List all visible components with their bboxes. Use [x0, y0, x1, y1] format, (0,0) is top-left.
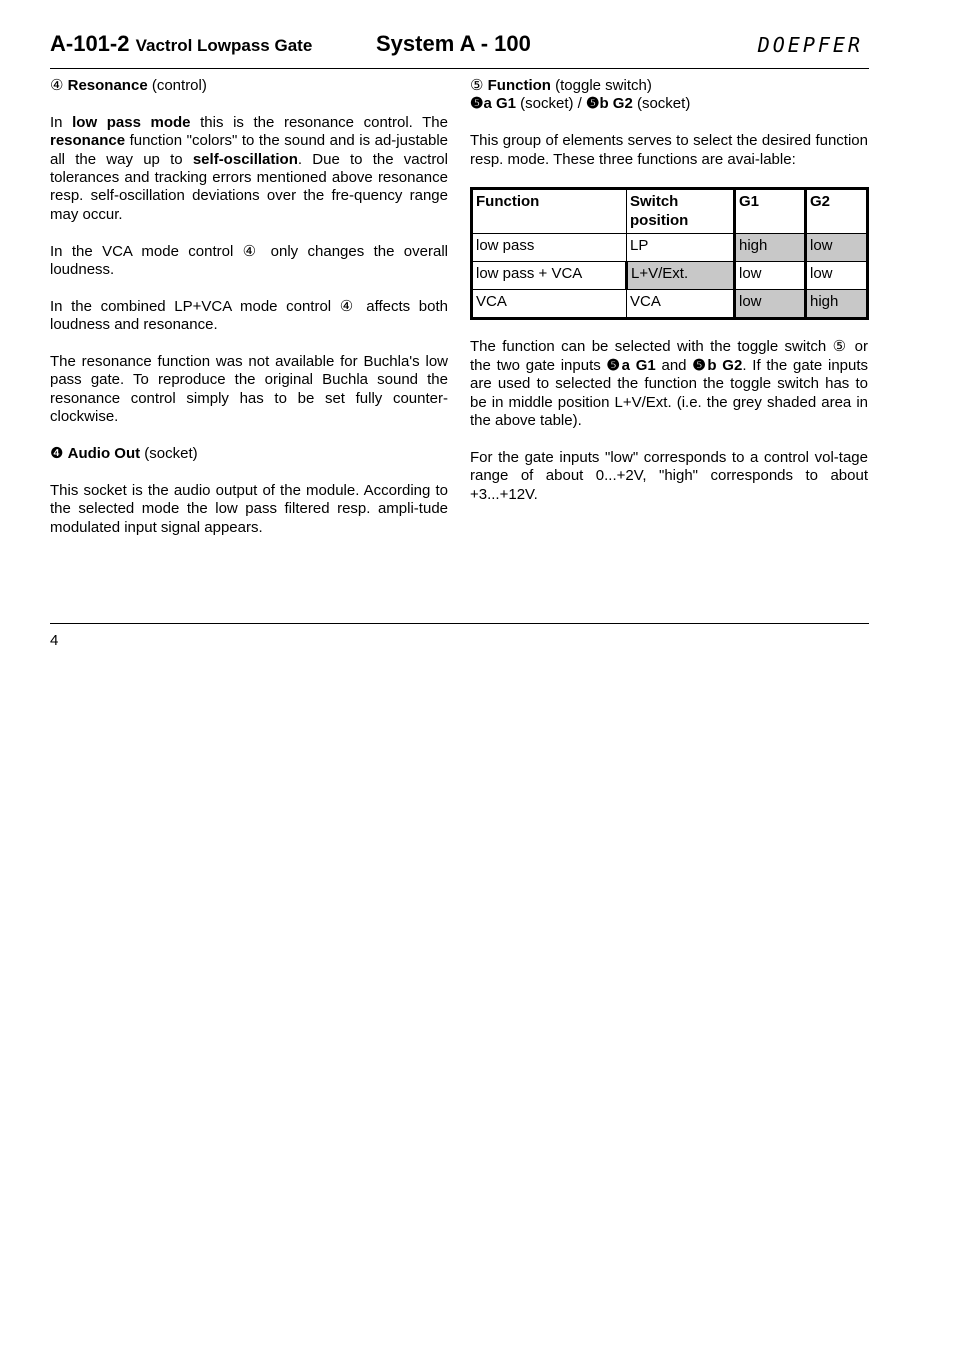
table-row — [472, 234, 868, 262]
table-cell: LP — [627, 234, 735, 262]
table-cell: high — [806, 290, 868, 319]
buchla-paragraph: The resonance function was not available for Buchla's low pass gate. To reproduce the original Buchla sound the resonance control simply has to be set fully counter-clockwise. — [50, 353, 448, 426]
socket-5a-label: ❺a G1 — [470, 95, 516, 113]
table-cell: high — [735, 234, 806, 262]
table-header-cell: G1 — [735, 189, 806, 234]
table-row — [472, 290, 868, 319]
table-header-cell: Switch position — [627, 189, 735, 234]
function-intro-paragraph: This group of elements serves to select the desired function resp. mode. These three functions are avai-lable: — [470, 132, 868, 168]
right-column — [470, 77, 868, 522]
page-header — [50, 28, 869, 69]
table-header-row — [472, 189, 868, 234]
table-header-cell: G2 — [806, 189, 868, 234]
gate-voltage-paragraph: For the gate inputs "low" corresponds to a control vol-tage range of about 0...+2V, "high" corresponds to about +3...+12V. — [470, 448, 868, 503]
lp-vca-mode-paragraph: In the combined LP+VCA mode control ④ affects both loudness and resonance. — [50, 297, 448, 334]
vca-mode-paragraph: In the VCA mode control ④ only changes the overall loudness. — [50, 242, 448, 279]
function-table — [470, 187, 869, 320]
table-cell: VCA — [627, 290, 735, 319]
left-column — [50, 77, 448, 555]
table-cell: low pass + VCA — [472, 262, 627, 290]
footer-divider — [50, 623, 869, 624]
module-subtitle: Vactrol Lowpass Gate — [135, 36, 313, 55]
page-number: 4 — [50, 632, 59, 649]
socket-5b-label: ❺b G2 — [586, 95, 633, 113]
audio-out-paragraph: This socket is the audio output of the module. According to the selected mode the low pass filtered resp. ampli-tude modulated input signal appears. — [50, 481, 448, 536]
table-header-cell: Function — [472, 189, 627, 234]
table-cell: low — [806, 262, 868, 290]
table-cell: L+V/Ext. — [627, 262, 735, 290]
module-model: A-101-2 — [50, 31, 130, 56]
resonance-paragraph: In low pass mode this is the resonance control. The resonance function "colors" to the sound and is ad-justable all the way up to self-oscillation. Due to the vactrol tolerances and tracking errors mentioned above resonance resp. self-oscillation deviations over the fre-quency range may occur. — [50, 113, 448, 223]
table-row — [472, 262, 868, 290]
resonance-heading: ④ Resonance (control) — [50, 77, 207, 94]
control-number-4-icon: ④ — [50, 77, 64, 94]
table-cell: VCA — [472, 290, 627, 319]
table-cell: low — [735, 290, 806, 319]
system-title: System A - 100 — [376, 31, 531, 56]
table-cell: low — [735, 262, 806, 290]
table-cell: low pass — [472, 234, 627, 262]
control-number-5-icon: ⑤ — [470, 77, 484, 94]
function-selection-paragraph: The function can be selected with the toggle switch ⑤ or the two gate inputs ❺a G1 and ❺b G2. If the gate inputs are used to selected the function the toggle switch has to be in middle position L+V/Ext. (i.e. the grey shaded area in the above table). — [470, 338, 869, 430]
audio-out-heading: ❹ Audio Out (socket) — [50, 445, 198, 463]
table-cell: low — [806, 234, 868, 262]
function-heading: ⑤ Function (toggle switch) ❺a G1 (socket) / ❺b G2 (socket) — [470, 77, 691, 113]
module-title — [50, 31, 312, 57]
brand-logo: DOEPFER — [757, 33, 863, 57]
socket-number-4-icon: ❹ — [50, 445, 64, 463]
